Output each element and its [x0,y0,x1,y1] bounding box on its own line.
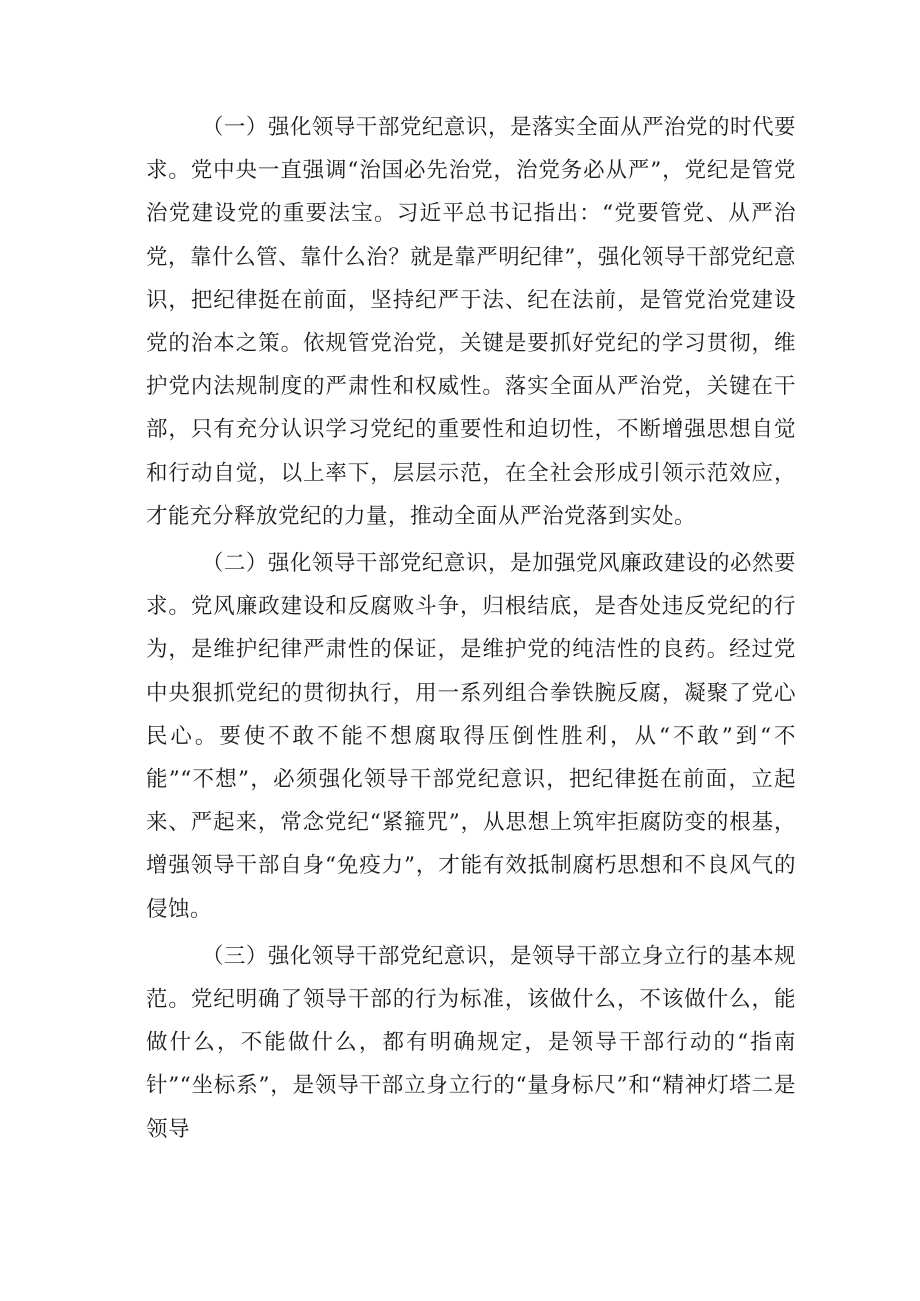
paragraph-2: （二）强化领导干部党纪意识，是加强党风廉政建设的必然要求。党风廉政建设和反腐败斗争，归根结底，是杳处违反党纪的行为，是维护纪律严肃性的保证，是维护党的纯洁性的良药。经过党中央狠抓党纪的贯彻执行，用一系列组合拳铁腕反腐，凝聚了党心民心。要使不敢不能不想腐取得压倒性胜利，从“不敢”到“不能”“不想”，必须强化领导干部党纪意识，把纪律挺在前面，立起来、严起来，常念党纪“紧箍咒”，从思想上筑牢拒腐防变的根基，增强领导干部自身“免疫力”，才能有效抵制腐朽思想和不良风气的侵蚀。 [146,551,796,922]
paragraph-1: （一）强化领导干部党纪意识，是落实全面从严治党的时代要求。党中央一直强调“治国必先治党，治党务必从严”，党纪是管党治党建设党的重要法宝。习近平总书记指出：“党要管党、从严治党，靠什么管、靠什么治？就是靠严明纪律”，强化领导干部党纪意识，把纪律挺在前面，坚持纪严于法、纪在法前，是管党治党建设党的治本之策。依规管党治党，关键是要抓好党纪的学习贯彻，维护党内法规制度的严肃性和权威性。落实全面从严治党，关键在干部，只有充分认识学习党纪的重要性和迫切性，不断增强思想自觉和行动自觉，以上率下，层层示范，在全社会形成引领示范效应，才能充分释放党纪的力量，推动全面从严治党落到实处。 [146,115,796,529]
paragraph-3: （三）强化领导干部党纪意识，是领导干部立身立行的基本规范。党纪明确了领导干部的行为标准，该做什么，不该做什么，能做什么，不能做什么，都有明确规定，是领导干部行动的“指南针”“坐标系”，是领导干部立身立行的“量身标尺”和“精神灯塔二是领导 [146,943,796,1142]
document-body [146,106,796,1151]
